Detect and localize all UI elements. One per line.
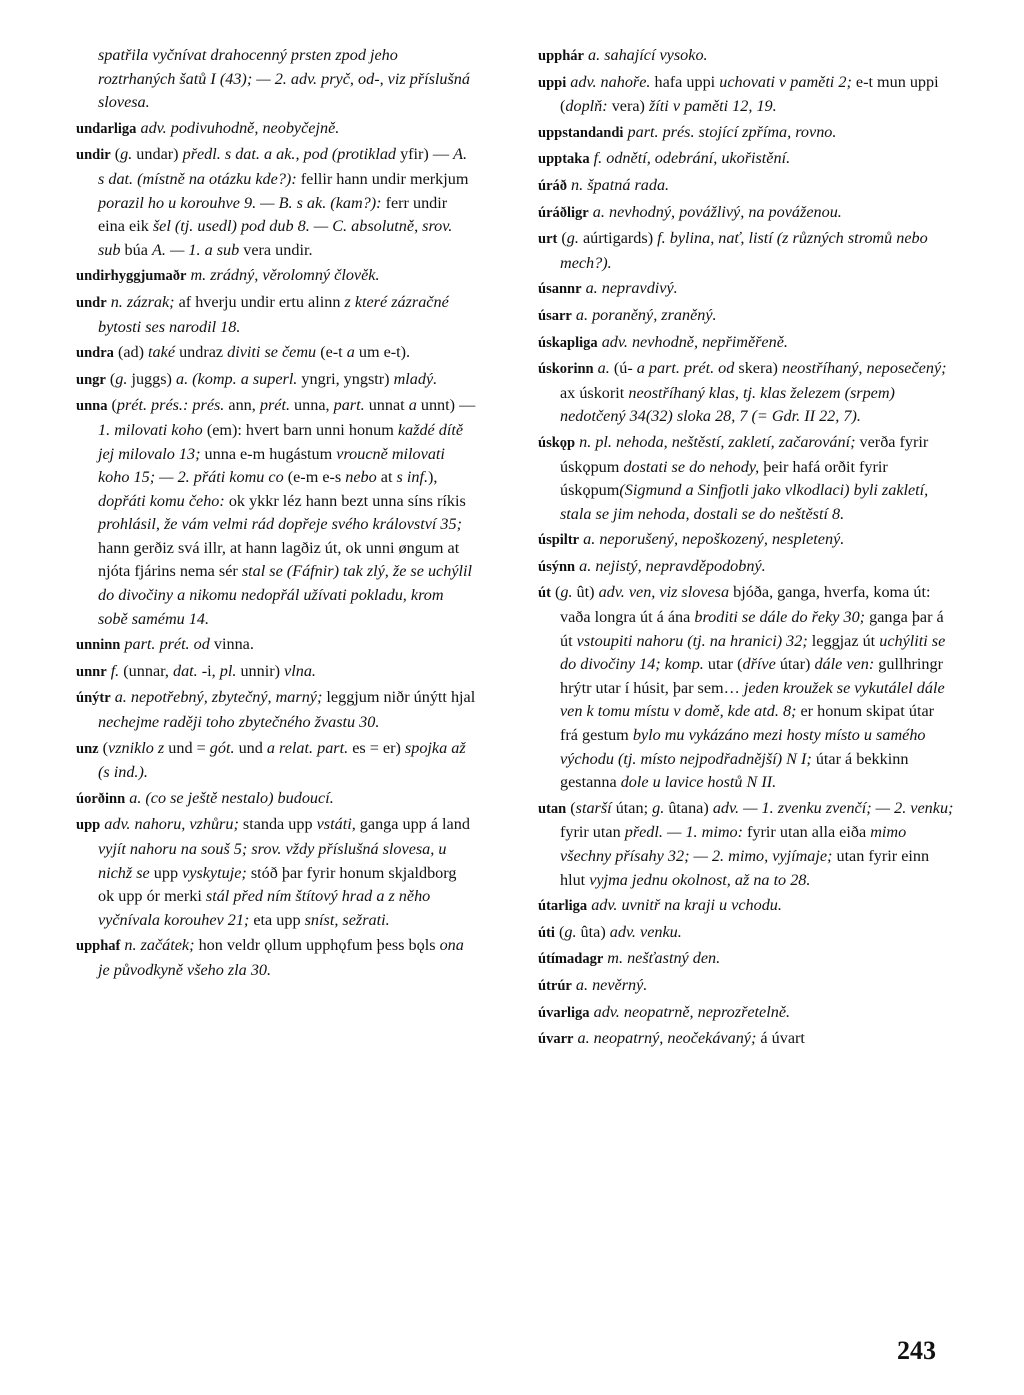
entry-text: eta upp [249, 910, 305, 929]
entry-text: e-t mun uppi ( [560, 72, 939, 116]
headword: út [538, 585, 551, 602]
entry-text: stóð þar fyrir honum skjaldborg ok upp ór merki [98, 863, 457, 906]
entry-text: dat. [172, 661, 198, 680]
dictionary-entry [538, 331, 956, 356]
headword: úráðligr [538, 204, 589, 221]
entry-text: part. [333, 396, 365, 415]
headword: unz [76, 740, 99, 757]
dictionary-entry [76, 633, 476, 658]
headword: útímadagr [538, 951, 604, 968]
entry-text: part. prés. stojící zpříma, rovno. [627, 122, 837, 141]
page-number: 243 [897, 1336, 936, 1365]
entry-text: adv. venku. [609, 922, 682, 941]
entry-text: um e-t). [354, 343, 411, 362]
entry-text: er honum skipat útar frá gestum [560, 702, 935, 745]
dictionary-entry [76, 813, 476, 932]
headword: úskapliga [538, 334, 598, 351]
entry-text: a. nepotřebný, zbytečný, marný; [114, 688, 323, 707]
entry-text: útan; [611, 798, 653, 817]
entry-text: bjóða, ganga, hverfa, koma út: vaða longra út á ána [560, 583, 931, 627]
entry-text: unna e-m hugástum [200, 444, 337, 463]
entry-text: m. zrádný, věrolomný člověk. [190, 266, 380, 285]
entry-text: yngri, yngstr) [297, 369, 394, 388]
right-column [538, 44, 956, 1054]
dictionary-entry [538, 894, 956, 919]
entry-text: 1. milovati koho [98, 420, 203, 439]
entry-text: hon veldr ǫllum upphǫfum þess bǫls [194, 936, 440, 955]
entry-text: vinna. [209, 635, 254, 654]
entry-text: nechejme raději toho zbytečného žvastu 30. [98, 713, 380, 732]
entry-text: undraz [175, 343, 228, 362]
entry-text: (unnar, [119, 661, 173, 680]
dictionary-entry [76, 660, 476, 685]
left-column [76, 44, 476, 985]
entry-text: at [376, 468, 397, 487]
entry-text: á úvart [756, 1029, 805, 1048]
dictionary-entry [76, 394, 476, 631]
entry-text: a. (komp. a superl. [175, 369, 298, 388]
entry-text: ûtana) [664, 798, 713, 817]
entry-text: fyrir utan alla eiða [743, 823, 871, 842]
entry-text: -i, [197, 661, 220, 680]
entry-text: ax úskorit [560, 383, 629, 402]
entry-text: ganga upp á land [355, 815, 470, 834]
entry-text: neostříhaný, neposečený; [782, 359, 947, 378]
dictionary-entry [538, 1027, 956, 1052]
entry-text: mimo všechny přísahy 32; — 2. mimo, vyjímaje; [560, 823, 907, 865]
entry-text: g. [115, 369, 128, 388]
entry-text: vera) [607, 97, 649, 116]
dictionary-entry [76, 787, 476, 812]
entry-text: ), [428, 468, 438, 487]
dictionary-entry [538, 147, 956, 172]
entry-text: af hverju undir ertu alinn [174, 292, 345, 311]
entry-text: stal se (Fáfnir) tak zlý, že se uchýlil do divočiny a nikomu nedopřál užívati pokladu, krom sobě samému 14. [98, 562, 473, 628]
headword: úvarr [538, 1031, 574, 1048]
entry-text: fellir hann undir merkjum [296, 169, 469, 188]
entry-text: jeden kroužek se vykutálel dále ven k tomu místu v domě, kde atd. 8; [560, 678, 945, 721]
headword: unnr [76, 663, 107, 680]
entry-text: unnt) — [416, 396, 476, 415]
headword: úvarliga [538, 1004, 590, 1021]
dictionary-entry [76, 737, 476, 785]
entry-text: ( [566, 798, 576, 817]
headword: upptaka [538, 151, 590, 168]
entry-text: ann, [224, 396, 260, 415]
dictionary-entry [538, 121, 956, 146]
dictionary-entry [76, 341, 476, 366]
dictionary-entry [76, 368, 476, 393]
entry-text: vlna. [284, 661, 316, 680]
headword: ungr [76, 371, 106, 388]
headword: úsýnn [538, 558, 576, 575]
entry-text: šel (tj. usedl) pod dub 8. — C. absolutně, srov. sub [98, 217, 453, 259]
dictionary-entry [538, 44, 956, 69]
entry-text: hann gerðiz svá illr, at hann lagðiz út, ok unni øngum at njóta fjárins nema sér [98, 538, 460, 581]
entry-text: prét. prés.: prés. [116, 396, 225, 415]
dictionary-entry [538, 431, 956, 526]
entry-text: uchovati v paměti 2; [719, 72, 852, 91]
headword: úspiltr [538, 532, 580, 549]
headword: úorðinn [76, 790, 126, 807]
entry-text: a. nepravdivý. [585, 279, 678, 298]
entry-text: vstoupiti nahoru (tj. na hranici) 32; [576, 631, 808, 650]
entry-text: ferr undir eina eik [98, 193, 448, 236]
headword: upphár [538, 48, 584, 64]
dictionary-entry [538, 277, 956, 302]
entry-text: předl. — 1. mimo: [624, 823, 743, 842]
entry-text: neostříhaný klas, tj. klas železem (srpem) nedotčený 34(32) sloka 28, 7 (= Gdr. II 22, 7). [560, 383, 895, 426]
entry-text: s inf. [396, 468, 428, 487]
entry-text: þeir hafá orðit fyrir úskǫpum [560, 457, 888, 500]
headword: útarliga [538, 898, 588, 915]
entry-text: a. neporušený, nepoškozený, nespletený. [583, 530, 845, 549]
entry-text: bylo mu vykázáno mezi hosty místo u samého východu (tj. místo nejpodřadnější) N I; [560, 726, 926, 768]
entry-text: a. nevěrný. [575, 975, 648, 994]
entry-text: a. (co se ještě nestalo) budoucí. [129, 788, 334, 807]
entry-text: sníst, sežrati. [304, 910, 390, 929]
entry-text: doplň: [565, 97, 608, 116]
entry-text: uchýliti se do divočiny 14; komp. [560, 631, 946, 674]
entry-text: (e-t [316, 343, 347, 362]
headword: undirhyggjumaðr [76, 268, 187, 285]
entry-text: und [234, 738, 267, 757]
dictionary-entry [76, 934, 476, 982]
entry-text: ( [110, 145, 121, 164]
entry-text: adv. uvnitř na kraji u vchodu. [591, 896, 782, 915]
entry-text: spojka až (s ind.). [98, 738, 466, 782]
entry-text: unnir) [236, 661, 285, 680]
entry-text: adv. neopatrně, neprozřetelně. [593, 1002, 791, 1021]
entry-text: ûta) [576, 922, 610, 941]
dictionary-entry [538, 974, 956, 999]
entry-text: z které zázračné bytosti ses narodil 18. [98, 292, 449, 336]
dictionary-entry [538, 201, 956, 226]
entry-text: ( [557, 229, 567, 248]
entry-text: a. nejistý, nepravděpodobný. [579, 556, 766, 575]
entry-text: vyjma jednu okolnost, až na to 28. [589, 870, 811, 889]
headword: úskorinn [538, 361, 594, 378]
entry-text: a [346, 343, 355, 362]
dictionary-entry [538, 174, 956, 199]
entry-text: leggjaz út [807, 631, 880, 650]
entry-text: g. [120, 145, 133, 164]
dictionary-entry [538, 797, 956, 892]
entry-text: adv. nevhodně, nepřiměřeně. [601, 332, 788, 351]
entry-text: stál před ním štítový hrad a z něho vyčnívala korouhev 21; [98, 887, 431, 929]
entry-text: g. [560, 583, 573, 602]
entry-text: vstáti, [316, 815, 356, 834]
entry-text: ( [107, 396, 117, 415]
entry-text: undar) [132, 145, 183, 164]
dictionary-entry [538, 71, 956, 119]
entry-text: broditi se dále do řeky 30; [694, 608, 866, 627]
entry-text: f. odnětí, odebrání, ukořistění. [593, 149, 791, 168]
entry-text: gót. [209, 738, 235, 757]
entry-text: búa [120, 240, 152, 259]
entry-text: (Sigmund a Sinfjotli jako vlkodlaci) byli zakletí, stala se jim nehoda, dostali se do neštěstí 8. [560, 481, 929, 523]
entry-text: standa upp [238, 815, 317, 834]
headword: urt [538, 231, 558, 248]
entry-text: prét. [259, 396, 290, 415]
entry-text: ( [554, 922, 565, 941]
entry-text: adv. nahoru, vzhůru; [104, 815, 239, 834]
dictionary-entry [76, 44, 476, 115]
entry-text: unnat [364, 396, 409, 415]
entry-text: diviti se čemu [227, 343, 317, 362]
dictionary-entry [538, 921, 956, 946]
entry-text: porazil ho u korouhve 9. — B. s ak. (kam?): [98, 193, 382, 212]
entry-text: vzniklo z [108, 738, 165, 757]
dictionary-entry [538, 528, 956, 553]
entry-text: a part. prét. od [636, 359, 735, 378]
entry-text: m. nešťastný den. [607, 949, 721, 968]
entry-text: starší [575, 798, 612, 817]
entry-text: a. neopatrný, neočekávaný; [577, 1029, 757, 1048]
entry-text: A. — 1. a sub [151, 240, 240, 259]
entry-text: hafa uppi [650, 72, 720, 91]
headword: upphaf [76, 938, 121, 955]
entry-text: f. bylina, nať, listí (z různých stromů nebo mech?). [560, 229, 928, 272]
headword: úsannr [538, 281, 582, 298]
entry-text: spatřila vyčnívat drahocenný prsten zpod jeho roztrhaných šatů I (43); — 2. adv. pryč, od-, viz příslušná slovesa. [98, 46, 470, 112]
entry-text: a. nevhodný, povážlivý, na pováženou. [592, 202, 842, 221]
entry-text: upp [149, 863, 183, 882]
dictionary-entry [538, 357, 956, 429]
dictionary-entry [538, 555, 956, 580]
dictionary-entry [538, 581, 956, 794]
entry-text: part. prét. od [124, 635, 210, 654]
entry-text: ona je původkyně všeho zla 30. [98, 936, 464, 979]
entry-text: a [408, 396, 417, 415]
entry-text: yfir) — [396, 145, 454, 164]
entry-text: adv. ven, viz slovesa [598, 583, 730, 602]
dictionary-entry [538, 304, 956, 329]
entry-text: (ad) [113, 343, 149, 362]
entry-text: unna, [290, 396, 334, 415]
headword: úráð [538, 177, 567, 194]
entry-text: dostati se do nehody, [623, 457, 760, 476]
entry-text: dole u lavice hostů N II. [620, 773, 777, 792]
dictionary-entry [538, 227, 956, 275]
entry-text: es = er) [348, 738, 405, 757]
entry-text: juggs) [127, 369, 176, 388]
entry-text: vera undir. [239, 240, 313, 259]
entry-text: (em): hvert barn unni honum [202, 420, 398, 439]
dictionary-entry [76, 143, 476, 262]
entry-text: předl. s dat. a ak., pod (protiklad [182, 145, 397, 164]
dictionary-entry [76, 291, 476, 339]
headword: undr [76, 294, 107, 311]
entry-text: ût) [572, 583, 599, 602]
headword: uppi [538, 74, 567, 91]
headword: uppstandandi [538, 124, 624, 141]
entry-text: vroucně milovati koho 15; — 2. přáti komu co [98, 444, 445, 487]
headword: unna [76, 398, 108, 415]
entry-text: ganga þar á út [560, 608, 944, 650]
headword: útrúr [538, 977, 572, 994]
entry-text: skera) [734, 359, 782, 378]
entry-text: mladý. [393, 369, 438, 388]
headword: unninn [76, 637, 121, 654]
entry-text: g. [652, 798, 665, 817]
entry-text: g. [566, 229, 579, 248]
entry-text: adv. nahoře. [570, 72, 651, 91]
entry-text: verða fyrir úskǫpum [560, 432, 929, 476]
entry-text: g. [564, 922, 577, 941]
entry-text: leggjum niðr únýtt hjal [322, 688, 476, 707]
entry-text: nebo [345, 468, 377, 487]
entry-text: ( [550, 583, 561, 602]
dictionary-entry [76, 264, 476, 289]
entry-text: útar á bekkinn gestanna [560, 749, 909, 792]
entry-text: ( [98, 738, 109, 757]
entry-text: a relat. part. [266, 738, 349, 757]
entry-text: vyjít nahoru na souš 5; srov. vždy příslušná slovesa, u nichž se [98, 840, 447, 882]
entry-text: také [148, 343, 176, 362]
entry-text: útar) [775, 655, 815, 674]
entry-text: dříve [742, 655, 776, 674]
entry-text: ok ykkr léz hann bezt unna síns ríkis [224, 491, 466, 510]
entry-text: ( [105, 369, 116, 388]
entry-text: adv. podivuhodně, neobyčejně. [140, 118, 340, 137]
headword: únýtr [76, 690, 111, 707]
entry-text: (e-m e-s [283, 468, 346, 487]
entry-text: gullhringr hrýtr utar í húsit, þar sem… [560, 655, 944, 697]
headword: undir [76, 147, 111, 164]
dictionary-entry [538, 947, 956, 972]
entry-text: n. pl. nehoda, neštěstí, zakletí, začarování; [579, 432, 856, 451]
entry-text: a. sahající vysoko. [588, 46, 708, 64]
entry-text: A. s dat. (místně na otázku kde?): [98, 145, 468, 188]
entry-text: (ú- [609, 359, 637, 378]
entry-text: dopřáti komu čeho: [98, 491, 225, 510]
entry-text: a. [597, 359, 610, 378]
entry-text: pl. [219, 661, 237, 680]
dictionary-entry [76, 686, 476, 734]
headword: úsarr [538, 307, 572, 324]
entry-text: prohlásil, že vám velmi rád dopřeje svého království 35; [98, 515, 462, 534]
headword: undarliga [76, 120, 137, 137]
headword: úskǫp [538, 434, 576, 451]
headword: úti [538, 924, 555, 941]
dictionary-entry [76, 117, 476, 142]
entry-text: aúrtigards) [578, 229, 658, 248]
entry-text: dále ven: [814, 655, 875, 674]
entry-text: a. poraněný, zraněný. [575, 305, 717, 324]
headword: upp [76, 817, 101, 834]
entry-text: und = [164, 738, 210, 757]
dictionary-entry [538, 1001, 956, 1026]
entry-text: utar ( [703, 655, 743, 674]
entry-text: utan fyrir einn hlut [560, 847, 930, 889]
entry-text: fyrir utan [560, 823, 625, 842]
entry-text: adv. — 1. zvenku zvenčí; — 2. venku; [712, 798, 954, 817]
headword: utan [538, 800, 567, 817]
entry-text: každé dítě jej milovalo 13; [98, 420, 464, 463]
entry-text: žíti v paměti 12, 19. [649, 97, 777, 116]
entry-text: n. špatná rada. [571, 175, 670, 194]
headword: undra [76, 345, 114, 362]
entry-text: vyskytuje; [182, 863, 247, 882]
entry-text: n. začátek; [124, 936, 195, 955]
entry-text: n. zázrak; [110, 292, 175, 311]
entry-text: f. [110, 661, 120, 680]
